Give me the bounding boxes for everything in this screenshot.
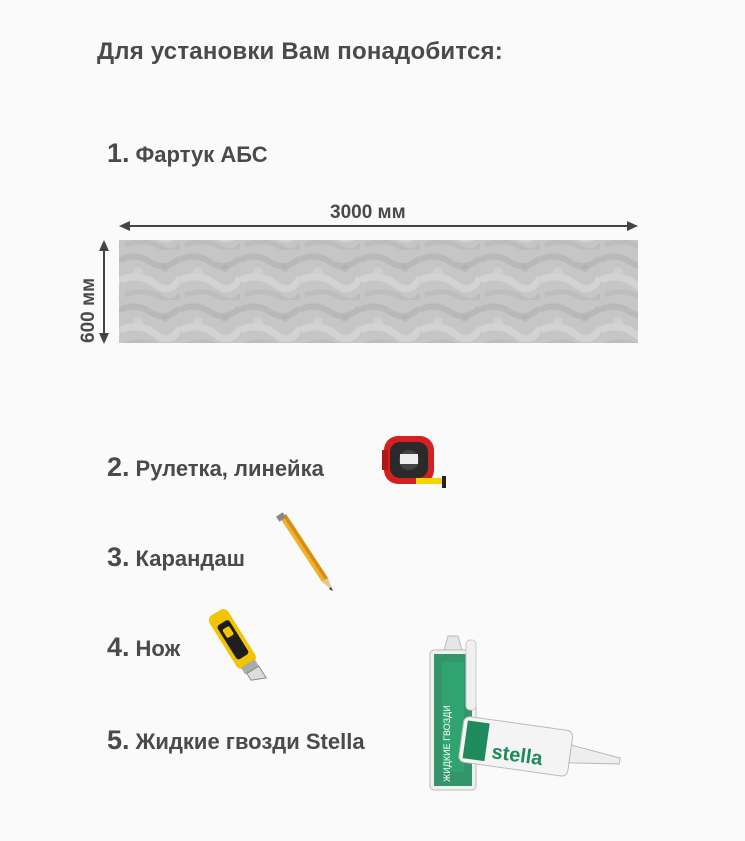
width-label: 3000 мм	[330, 202, 406, 223]
arrow-right-icon	[627, 221, 638, 231]
sealant-brand-text: stella	[490, 741, 544, 771]
list-item-4	[107, 632, 180, 663]
item-label: Нож	[135, 636, 181, 661]
height-label: 600 мм	[78, 277, 99, 343]
item-number: 3.	[107, 542, 130, 572]
utility-knife-icon	[200, 600, 278, 692]
abs-panel	[119, 240, 638, 343]
pencil-icon	[276, 512, 338, 594]
item-label: Карандаш	[135, 546, 245, 571]
page-title: Для установки Вам понадобится:	[97, 38, 503, 65]
item-label: Жидкие гвозди Stella	[135, 729, 365, 754]
tape-measure-icon	[380, 432, 452, 496]
sealant-tube-text: ЖИДКИЕ ГВОЗДИ	[442, 705, 452, 782]
item-number: 1.	[107, 138, 130, 168]
list-item-5	[107, 725, 365, 756]
arrow-left-icon	[119, 221, 130, 231]
item-number: 2.	[107, 452, 130, 482]
item-number: 4.	[107, 632, 130, 662]
list-item-3	[107, 542, 245, 573]
sealant-tube-icon	[420, 632, 630, 792]
list-item-2	[107, 452, 324, 483]
arrow-up-icon	[99, 240, 109, 251]
item-number: 5.	[107, 725, 130, 755]
item-label: Фартук АБС	[135, 142, 268, 167]
item-label: Рулетка, линейка	[135, 456, 324, 481]
arrow-down-icon	[99, 333, 109, 344]
